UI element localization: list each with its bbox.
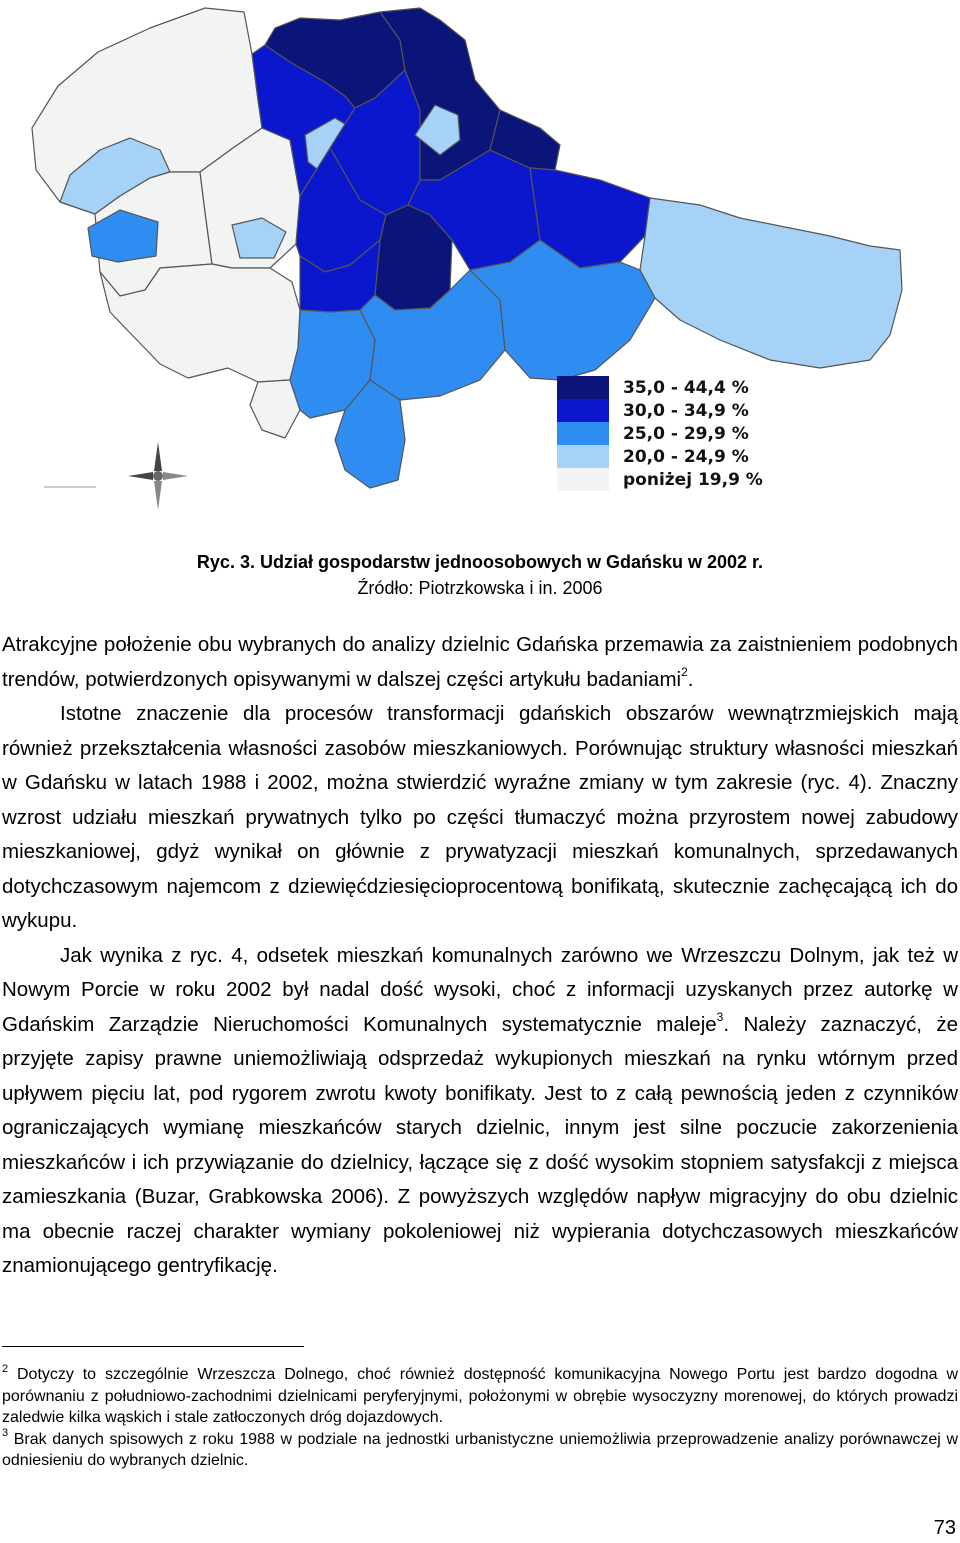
legend-label: 35,0 - 44,4 % bbox=[623, 378, 749, 398]
compass-west-point bbox=[128, 472, 153, 480]
body-text bbox=[2, 628, 958, 1284]
footnote-separator bbox=[2, 1346, 304, 1347]
legend-label: 30,0 - 34,9 % bbox=[623, 401, 749, 421]
footnote-2: $^2$ Dotyczy to szczególnie Wrzeszcza Dolnego, choć również dostępność komunikacyjna Nowego Portu jest bardzo dogodna w porównaniu z południowo-zachodnimi dzielnicami peryferyjnymi, położonymi w obrębie wysoczyzny morenowej, do których prowadzi zaledwie kilka wąskich i stale zatłoczonych dróg dojazdowych. bbox=[2, 1362, 958, 1426]
compass-south-point bbox=[154, 481, 162, 510]
choropleth-map bbox=[0, 0, 960, 530]
footnotes bbox=[2, 1364, 958, 1472]
figure-caption-title: Ryc. 3. Udział gospodarstw jednoosobowych w Gdańsku w 2002 r. bbox=[196, 552, 764, 572]
footnote-ref-3: 3 bbox=[716, 1009, 724, 1024]
legend-swatch bbox=[557, 399, 609, 422]
paragraph-3: Jak wynika z ryc. 4, odsetek mieszkań komunalnych zarówno we Wrzeszczu Dolnym, jak też w Nowym Porcie w roku 2002 był nadal dość wysoki, choć z informacji uzyskanych przez autorkę w Gdańskim Zarządzie Nieruchomości Komunalnych systematycznie maleje$^3$. Należy zaznaczyć, że przyjęte zapisy prawne uniemożliwiają odsprzedaż wykupionych mieszkań na rynku wtórnym przed upływem pięciu lat, pod rygorem zwrotu kwoty bonifikaty. Jest to z całą pewnością jeden z czynników ograniczających wymianę mieszkańców starych dzielnic, innym jest silne poczucie zakorzenienia mieszkańców i ich przywiązanie do dzielnicy, łączące się z dość wysokim stopniem satysfakcji z miejsca zamieszkania (Buzar, Grabkowska 2006). Z powyższych względów napływ migracyjny do obu dzielnic ma obecnie raczej charakter wymiany pokoleniowej niż wypierania dotychczasowych mieszkańców znamionującego gentryfikację. bbox=[2, 943, 958, 1277]
legend-swatch bbox=[557, 422, 609, 445]
paragraph-1: Atrakcyjne położenie obu wybranych do analizy dzielnic Gdańska przemawia za zaistnieniem podobnych trendów, potwierdzonych opisywanymi w dalszej części artykułu badaniami$^2$. bbox=[2, 633, 958, 691]
legend-label: 25,0 - 29,9 % bbox=[623, 424, 749, 444]
compass-east-point bbox=[163, 472, 188, 480]
district-layer bbox=[32, 8, 902, 488]
map-legend bbox=[557, 376, 763, 491]
footnote-3: $^3$ Brak danych spisowych z roku 1988 w podziale na jednostki urbanistyczne uniemożliwia przeprowadzenie analizy porównawczej w odniesieniu do wybranych dzielnic. bbox=[2, 1427, 959, 1469]
legend-label: poniżej 19,9 % bbox=[623, 470, 763, 490]
compass-rose bbox=[128, 442, 188, 510]
figure-caption-source: Źródło: Piotrzkowska i in. 2006 bbox=[357, 578, 603, 598]
compass-north-point bbox=[154, 442, 162, 471]
district-polygon bbox=[640, 198, 902, 368]
legend-swatch bbox=[557, 468, 609, 491]
legend-label: 20,0 - 24,9 % bbox=[623, 447, 749, 467]
legend-swatch bbox=[557, 376, 609, 399]
paragraph-2: Istotne znaczenie dla procesów transformacji gdańskich obszarów wewnątrzmiejskich mają również przekształcenia własności zasobów mieszkaniowych. Porównując struktury własności mieszkań w Gdańsku w latach 1988 i 2002, można stwierdzić wyraźne zmiany w tym zakresie (ryc. 4). Znaczny wzrost udziału mieszkań prywatnych tylko po części tłumaczyć można przyrostem nowej zabudowy mieszkaniowej, gdyż wynikał on głównie z prywatyzacji mieszkań komunalnych, sprzedawanych dotychczasowym najemcom z dziewięćdziesięcioprocentową bonifikatą, skutecznie zachęcającą ich do wykupu. bbox=[2, 702, 958, 932]
legend-swatch bbox=[557, 445, 609, 468]
footnote-ref-2: 2 bbox=[681, 664, 688, 679]
compass-center bbox=[153, 471, 163, 481]
page-number: 73 bbox=[933, 1517, 956, 1539]
